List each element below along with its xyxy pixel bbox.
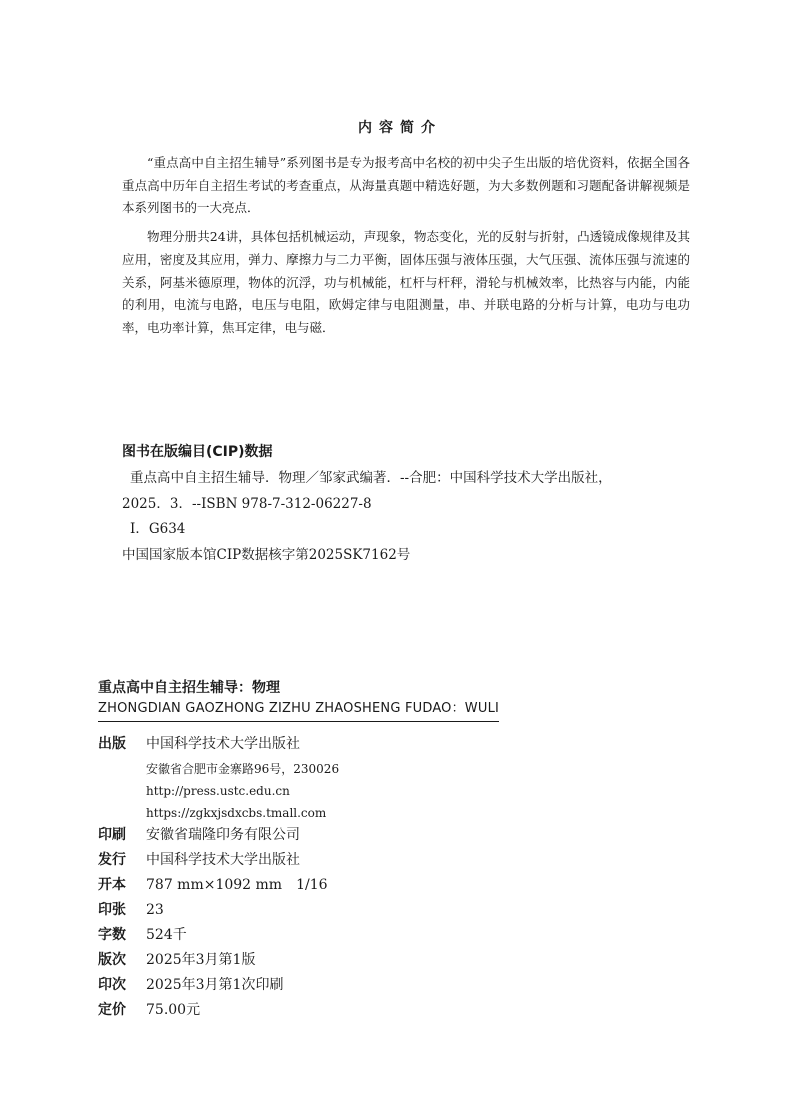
publisher-url-2: https://zgkxjsdxcbs.tmall.com xyxy=(146,806,327,820)
intro-paragraph-2: 物理分册共24讲，具体包括机械运动，声现象，物态变化，光的反射与折射，凸透镜成像规律及其应用，密度及其应用，弹力、摩擦力与二力平衡，固体压强与液体压强，大气压强、流体压强与流速的关系，阿基米德原理，物体的沉浮，功与机械能，杠杆与杆秤，滑轮与机械效率，比热容与内能，内能的利用，电流与电路，电压与电阻，欧姆定律与电阻测量，串、并联电路的分析与计算，电功与电功率，电功率计算，焦耳定律，电与磁． xyxy=(122,229,690,335)
distributor-label: 发行 xyxy=(98,852,126,868)
edition-value: 2025年3月第1版 xyxy=(146,952,256,968)
edition-label: 版次 xyxy=(98,952,126,968)
intro-body xyxy=(122,152,690,346)
cip-line-1: 重点高中自主招生辅导．物理／邹家武编著．--合肥：中国科学技术大学出版社， xyxy=(130,470,612,486)
sheets-label: 印张 xyxy=(98,902,126,918)
format-value: 787 mm×1092 mm 1/16 xyxy=(146,877,328,893)
words-row xyxy=(98,924,698,949)
price-value: 75.00元 xyxy=(146,1002,201,1018)
publication-info xyxy=(98,733,698,1024)
format-label: 开本 xyxy=(98,877,126,893)
words-label: 字数 xyxy=(98,927,126,943)
distributor-row xyxy=(98,849,698,874)
edition-row xyxy=(98,949,698,974)
price-label: 定价 xyxy=(98,1002,126,1018)
publisher-value: 中国科学技术大学出版社 xyxy=(146,736,300,752)
price-row xyxy=(98,999,698,1024)
format-row xyxy=(98,874,698,899)
printer-row xyxy=(98,824,698,849)
printer-value: 安徽省瑞隆印务有限公司 xyxy=(146,827,300,843)
intro-title: 内容简介 xyxy=(358,120,442,136)
book-title: 重点高中自主招生辅导：物理 xyxy=(98,680,280,696)
cip-body xyxy=(122,466,702,569)
sheets-value: 23 xyxy=(146,902,164,918)
cip-line-2: 2025．3．--ISBN 978-7-312-06227-8 xyxy=(122,495,372,512)
printing-value: 2025年3月第1次印刷 xyxy=(146,977,284,993)
cip-heading: 图书在版编目(CIP)数据 xyxy=(122,444,273,460)
words-value: 524千 xyxy=(146,927,187,943)
publisher-url-1: http://press.ustc.edu.cn xyxy=(146,784,290,798)
sheets-row xyxy=(98,899,698,924)
cip-line-4: 中国国家版本馆CIP数据核字第2025SK7162号 xyxy=(122,547,411,564)
printing-label: 印次 xyxy=(98,977,126,993)
cip-line-3: Ⅰ．G634 xyxy=(130,521,186,538)
book-pinyin: ZHONGDIAN GAOZHONG ZIZHU ZHAOSHENG FUDAO：WULI xyxy=(98,697,499,722)
printing-row xyxy=(98,974,698,999)
publisher-label: 出版 xyxy=(98,736,126,752)
distributor-value: 中国科学技术大学出版社 xyxy=(146,852,300,868)
intro-paragraph-1: “重点高中自主招生辅导”系列图书是专为报考高中名校的初中尖子生出版的培优资料，依据全国各重点高中历年自主招生考试的考查重点，从海量真题中精选好题，为大多数例题和习题配备讲解视频是本系列图书的一大亮点． xyxy=(122,155,690,216)
publisher-row xyxy=(98,733,698,758)
printer-label: 印刷 xyxy=(98,827,126,843)
publisher-address: 安徽省合肥市金寨路96号，230026 xyxy=(146,762,340,776)
